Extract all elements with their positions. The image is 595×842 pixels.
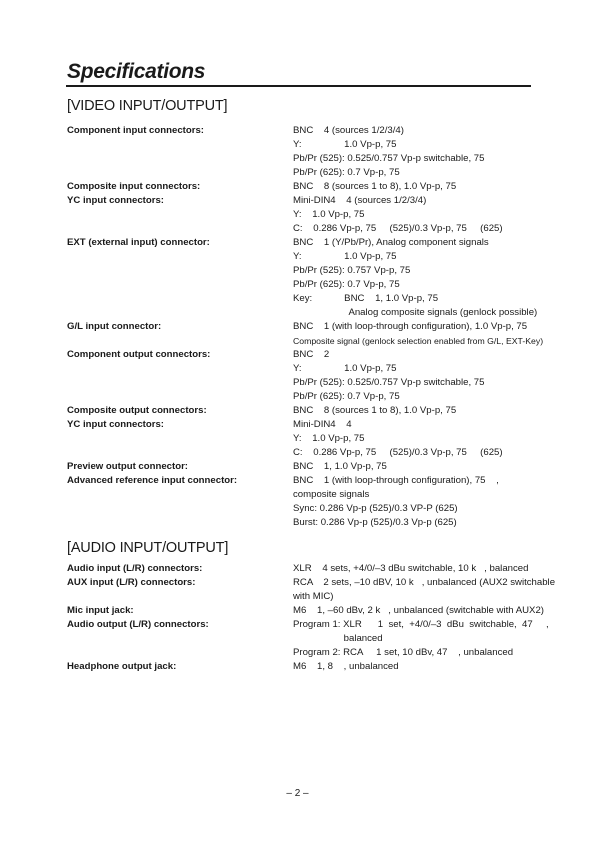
spec-row bbox=[67, 604, 544, 618]
spec-value-line: BNC 1 (with loop-through configuration), 75 , bbox=[293, 475, 499, 486]
spec-value-line: M6 1, –60 dBv, 2 k , unbalanced (switchable with AUX2) bbox=[293, 605, 544, 616]
spec-value-line: with MIC) bbox=[293, 591, 334, 602]
spec-row bbox=[67, 404, 537, 418]
spec-value-line: Mini-DIN4 4 (sources 1/2/3/4) bbox=[293, 195, 427, 206]
spec-value-line: Mini-DIN4 4 bbox=[293, 419, 352, 430]
spec-label: Audio input (L/R) connectors: bbox=[67, 563, 203, 574]
spec-label: Component input connectors: bbox=[67, 125, 204, 136]
section-heading: [VIDEO INPUT/OUTPUT] bbox=[67, 98, 228, 114]
spec-value-line: XLR 4 sets, +4/0/–3 dBu switchable, 10 k , balanced bbox=[293, 563, 529, 574]
spec-row bbox=[67, 618, 549, 660]
section-heading: [AUDIO INPUT/OUTPUT] bbox=[67, 540, 229, 556]
spec-value-line: BNC 8 (sources 1 to 8), 1.0 Vp-p, 75 bbox=[293, 181, 457, 192]
spec-row bbox=[67, 418, 537, 460]
spec-row bbox=[67, 236, 537, 320]
spec-value-line: BNC 2 bbox=[293, 349, 330, 360]
spec-value-line: BNC 1 (Y/Pb/Pr), Analog component signals bbox=[293, 237, 489, 248]
spec-value-line: Key: BNC 1, 1.0 Vp-p, 75 bbox=[293, 293, 439, 304]
spec-value-line: Y: 1.0 Vp-p, 75 bbox=[293, 363, 397, 374]
spec-label: G/L input connector: bbox=[67, 321, 162, 332]
spec-row bbox=[67, 320, 544, 348]
spec-row bbox=[67, 348, 537, 404]
spec-row bbox=[67, 194, 537, 236]
spec-label: Preview output connector: bbox=[67, 461, 188, 472]
spec-row bbox=[67, 460, 537, 474]
spec-value-line: Pb/Pr (525): 0.757 Vp-p, 75 bbox=[293, 265, 411, 276]
page-number: – 2 – bbox=[286, 788, 309, 799]
spec-label: YC input connectors: bbox=[67, 419, 165, 430]
spec-value-line: Pb/Pr (625): 0.7 Vp-p, 75 bbox=[293, 167, 400, 178]
spec-row bbox=[67, 474, 537, 530]
spec-value-line: balanced bbox=[293, 633, 383, 644]
spec-row bbox=[67, 576, 556, 604]
spec-label: EXT (external input) connector: bbox=[67, 237, 210, 248]
spec-value-line: Pb/Pr (625): 0.7 Vp-p, 75 bbox=[293, 391, 400, 402]
spec-row bbox=[67, 562, 537, 576]
spec-value-line: Burst: 0.286 Vp-p (525)/0.3 Vp-p (625) bbox=[293, 517, 457, 528]
spec-value-line: M6 1, 8 , unbalanced bbox=[293, 661, 399, 672]
spec-label: Advanced reference input connector: bbox=[67, 475, 238, 486]
spec-label: AUX input (L/R) connectors: bbox=[67, 577, 196, 588]
spec-value-line: C: 0.286 Vp-p, 75 (525)/0.3 Vp-p, 75 (625) bbox=[293, 447, 503, 458]
spec-label: Audio output (L/R) connectors: bbox=[67, 619, 209, 630]
title-rule bbox=[66, 85, 531, 87]
spec-value-line: RCA 2 sets, –10 dBV, 10 k , unbalanced (AUX2 switchable bbox=[293, 577, 556, 588]
spec-label: Mic input jack: bbox=[67, 605, 134, 616]
spec-value-line: C: 0.286 Vp-p, 75 (525)/0.3 Vp-p, 75 (625) bbox=[293, 223, 503, 234]
spec-value-line: Program 1: XLR 1 set, +4/0/–3 dBu switchable, 47 , bbox=[293, 619, 549, 630]
spec-value-line: Composite signal (genlock selection enabled from G/L, EXT-Key) bbox=[293, 336, 544, 346]
spec-value-line: Y: 1.0 Vp-p, 75 bbox=[293, 209, 365, 220]
spec-value-line: Pb/Pr (525): 0.525/0.757 Vp-p switchable, 75 bbox=[293, 377, 485, 388]
spec-label: Composite output connectors: bbox=[67, 405, 207, 416]
spec-value-line: BNC 4 (sources 1/2/3/4) bbox=[293, 125, 404, 136]
spec-value-line: Program 2: RCA 1 set, 10 dBv, 47 , unbalanced bbox=[293, 647, 514, 658]
spec-label: Headphone output jack: bbox=[67, 661, 177, 672]
spec-row bbox=[67, 180, 537, 194]
spec-value-line: Y: 1.0 Vp-p, 75 bbox=[293, 139, 397, 150]
spec-value-line: BNC 1, 1.0 Vp-p, 75 bbox=[293, 461, 387, 472]
spec-label: Composite input connectors: bbox=[67, 181, 201, 192]
spec-label: Component output connectors: bbox=[67, 349, 211, 360]
spec-value-line: Analog composite signals (genlock possible) bbox=[293, 307, 538, 318]
spec-value-line: BNC 8 (sources 1 to 8), 1.0 Vp-p, 75 bbox=[293, 405, 457, 416]
page-title: Specifications bbox=[67, 60, 206, 83]
spec-value-line: Sync: 0.286 Vp-p (525)/0.3 VP-P (625) bbox=[293, 503, 458, 514]
spec-value-line: Pb/Pr (525): 0.525/0.757 Vp-p switchable, 75 bbox=[293, 153, 485, 164]
spec-value-line: composite signals bbox=[293, 489, 370, 500]
spec-label: YC input connectors: bbox=[67, 195, 165, 206]
spec-row bbox=[67, 660, 537, 674]
spec-value-line: Pb/Pr (625): 0.7 Vp-p, 75 bbox=[293, 279, 400, 290]
spec-row bbox=[67, 124, 537, 180]
spec-value-line: Y: 1.0 Vp-p, 75 bbox=[293, 433, 365, 444]
spec-value-line: Y: 1.0 Vp-p, 75 bbox=[293, 251, 397, 262]
spec-value-line: BNC 1 (with loop-through configuration), 1.0 Vp-p, 75 bbox=[293, 321, 528, 332]
